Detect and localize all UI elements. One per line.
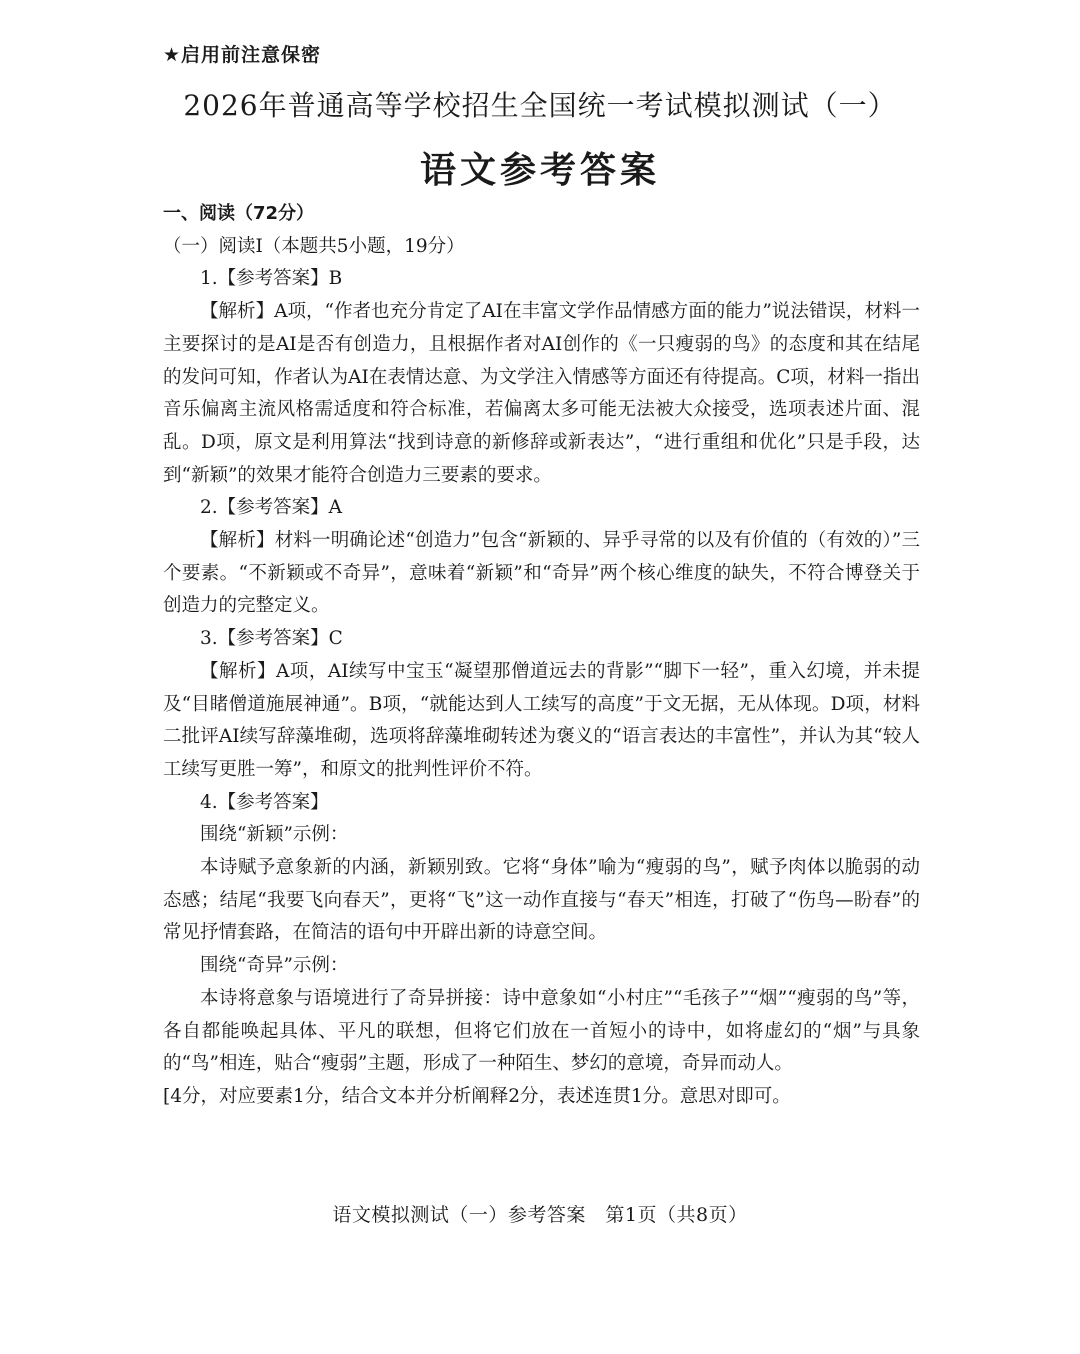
q3-answer: 3.【参考答案】C [200, 628, 343, 650]
q4-scoring-note: [4分，对应要素1分，结合文本并分析阐释2分，表述连贯1分。意思对即可。 [163, 1085, 791, 1107]
q4-answer: 4.【参考答案】 [200, 791, 329, 813]
page-footer: 语文模拟测试（一）参考答案 第1页（共8页） [332, 1204, 748, 1226]
subsection-heading-reading-1: （一）阅读Ⅰ（本题共5小题，19分） [163, 235, 465, 257]
section-heading-reading: 一、阅读（72分） [163, 203, 315, 224]
exam-title: 2026年普通高等学校招生全国统一考试模拟测试（一） [183, 89, 897, 122]
q1-answer: 1.【参考答案】B [200, 268, 343, 290]
q4-example-novel-text: 本诗赋予意象新的内涵，新颖别致。它将“身体”喻为“瘦弱的鸟”，赋予肉体以脆弱的动态感；结尾“我要飞向春天”，更将“飞”这一动作直接与“春天”相连，打破了“伤鸟—盼春”的常见抒情套路，在简洁的语句中开辟出新的诗意空间。 [163, 857, 920, 944]
confidential-mark: ★启用前注意保密 [163, 44, 322, 66]
q4-example-novel-label: 围绕“新颖”示例： [200, 824, 349, 846]
q3-analysis: 【解析】A项，AI续写中宝玉“凝望那僧道远去的背影”“脚下一轻”，重入幻境，并未提及“目睹僧道施展神通”。B项，“就能达到人工续写的高度”于文无据，无从体现。D项，材料二批评AI续写辞藻堆砌，选项将辞藻堆砌转述为褒义的“语言表达的丰富性”，并认为其“较人工续写更胜一筹”，和原文的批判性评价不符。 [163, 660, 920, 780]
q4-example-strange-label: 围绕“奇异”示例： [200, 955, 349, 977]
q1-analysis: 【解析】A项，“作者也充分肯定了AI在丰富文学作品情感方面的能力”说法错误，材料一主要探讨的是AI是否有创造力，且根据作者对AI创作的《一只瘦弱的鸟》的态度和其在结尾的发问可知，作者认为AI在表情达意、为文学注入情感等方面还有待提高。C项，材料一指出音乐偏离主流风格需适度和符合标准，若偏离太多可能无法被大众接受，选项表述片面、混乱。D项，原文是利用算法“找到诗意的新修辞或新表达”，“进行重组和优化”只是手段，达到“新颖”的效果才能符合创造力三要素的要求。 [163, 301, 920, 486]
q4-example-strange-text: 本诗将意象与语境进行了奇异拼接：诗中意象如“小村庄”“毛孩子”“烟”“瘦弱的鸟”等，各自都能唤起具体、平凡的联想，但将它们放在一首短小的诗中，如将虚幻的“烟”与具象的“鸟”相连，贴合“瘦弱”主题，形成了一种陌生、梦幻的意境，奇异而动人。 [163, 987, 920, 1075]
q2-analysis: 【解析】材料一明确论述“创造力”包含“新颖的、异乎寻常的以及有价值的（有效的）”三个要素。“不新颖或不奇异”，意味着“新颖”和“奇异”两个核心维度的缺失，不符合博登关于创造力的完整定义。 [163, 530, 920, 617]
answer-content [163, 198, 920, 1114]
q2-answer: 2.【参考答案】A [200, 497, 343, 519]
document-title: 语文参考答案 [419, 150, 660, 191]
